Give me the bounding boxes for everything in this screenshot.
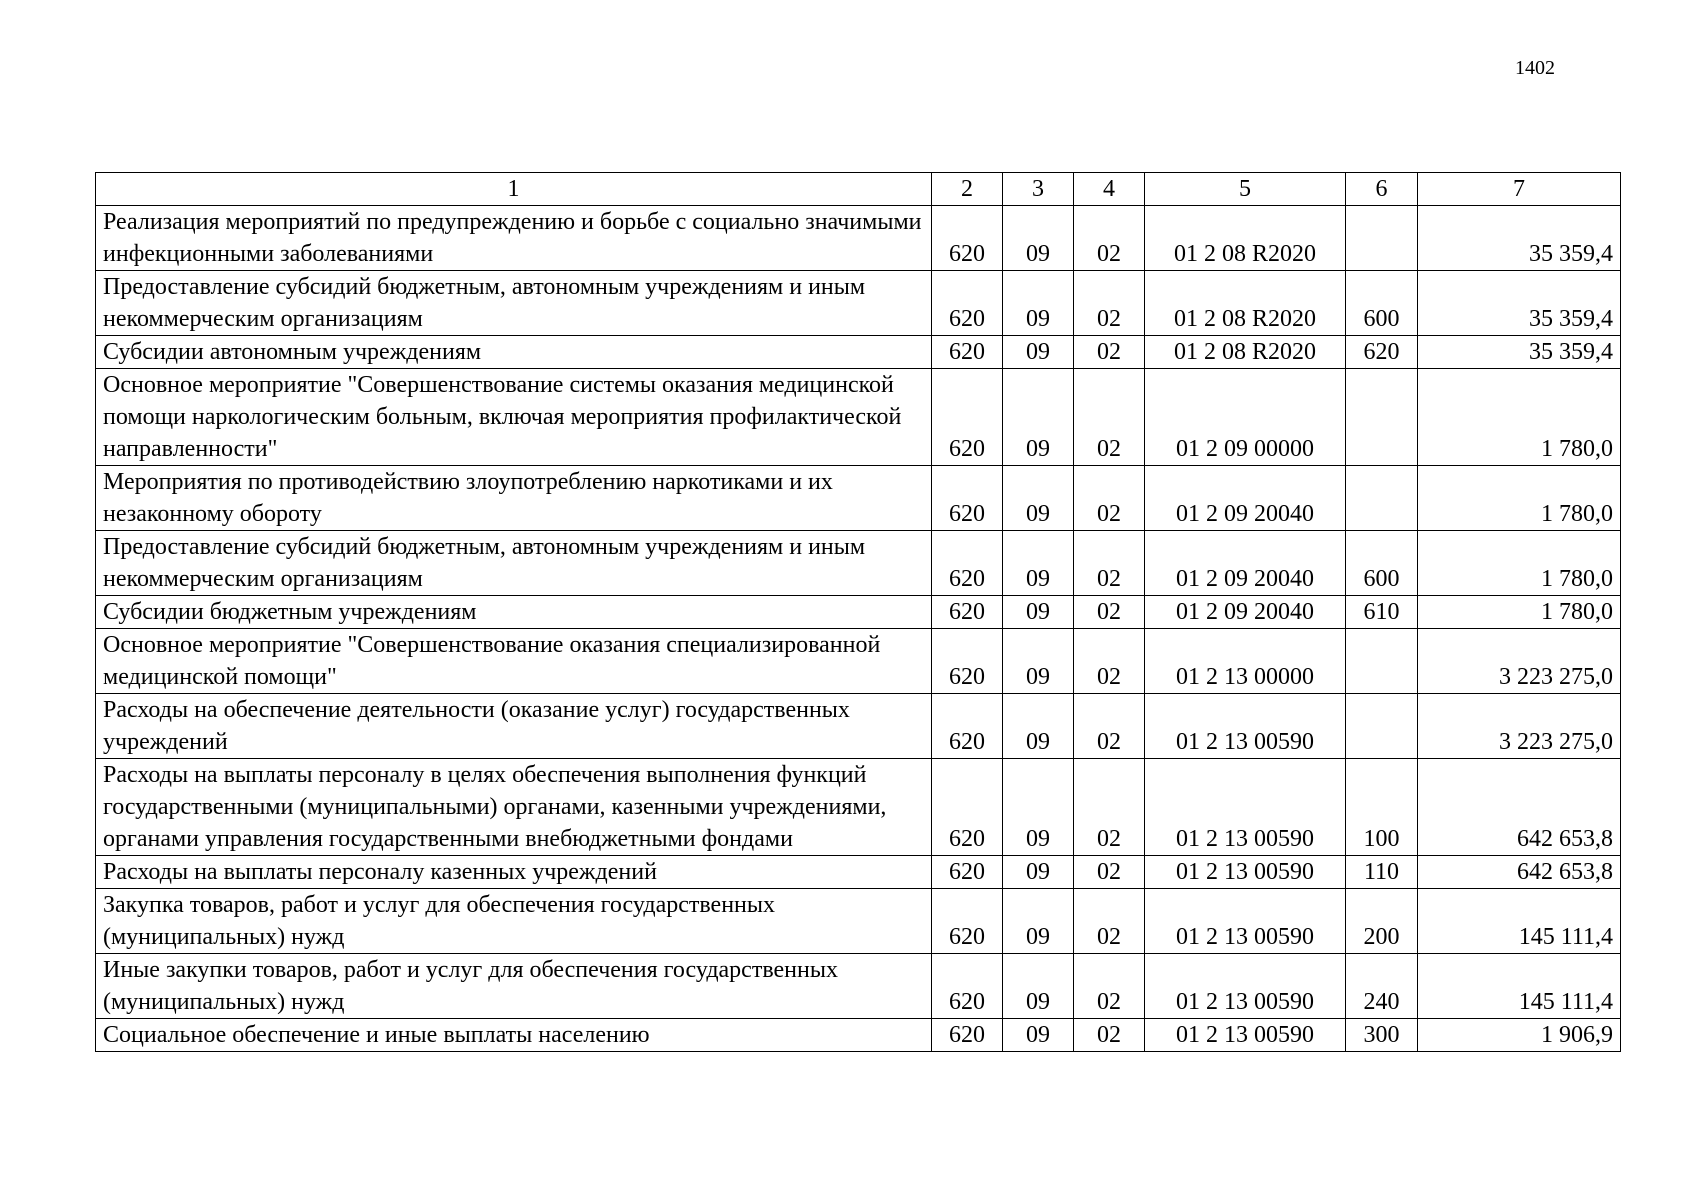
item-name-cell: Основное мероприятие "Совершенствование системы оказания медицинской помощи наркологическим больным, включая мероприятия профилактической направленности" (96, 369, 932, 466)
amount-cell: 35 359,4 (1418, 271, 1621, 336)
expense-type-cell (1346, 629, 1418, 694)
subsection-code-cell: 02 (1074, 856, 1145, 889)
subsection-code-cell: 02 (1074, 954, 1145, 1019)
target-article-cell: 01 2 13 00590 (1145, 759, 1346, 856)
target-article-cell: 01 2 09 20040 (1145, 466, 1346, 531)
amount-cell: 35 359,4 (1418, 206, 1621, 271)
target-article-cell: 01 2 13 00590 (1145, 889, 1346, 954)
subsection-code-cell: 02 (1074, 466, 1145, 531)
chapter-code-cell: 620 (932, 856, 1003, 889)
table-row (96, 629, 1621, 694)
target-article-cell: 01 2 09 00000 (1145, 369, 1346, 466)
target-article-cell: 01 2 13 00590 (1145, 694, 1346, 759)
item-name-cell: Основное мероприятие "Совершенствование оказания специализированной медицинской помощи" (96, 629, 932, 694)
item-name-cell: Предоставление субсидий бюджетным, автономным учреждениям и иным некоммерческим организациям (96, 271, 932, 336)
section-code-cell: 09 (1003, 466, 1074, 531)
item-name-cell: Расходы на выплаты персоналу в целях обеспечения выполнения функций государственными (муниципальными) органами, казенными учреждениями, органами управления государственными внебюджетными фондами (96, 759, 932, 856)
subsection-code-cell: 02 (1074, 694, 1145, 759)
column-header: 4 (1074, 173, 1145, 206)
expense-type-cell: 600 (1346, 271, 1418, 336)
chapter-code-cell: 620 (932, 206, 1003, 271)
table-row (96, 531, 1621, 596)
amount-cell: 642 653,8 (1418, 759, 1621, 856)
table-row (96, 694, 1621, 759)
chapter-code-cell: 620 (932, 369, 1003, 466)
section-code-cell: 09 (1003, 889, 1074, 954)
expense-type-cell: 620 (1346, 336, 1418, 369)
header-row (96, 173, 1621, 206)
expense-type-cell: 600 (1346, 531, 1418, 596)
item-name-cell: Субсидии автономным учреждениям (96, 336, 932, 369)
column-header: 7 (1418, 173, 1621, 206)
expense-type-cell: 610 (1346, 596, 1418, 629)
budget-table (95, 172, 1621, 1052)
chapter-code-cell: 620 (932, 596, 1003, 629)
expense-type-cell (1346, 466, 1418, 531)
amount-cell: 145 111,4 (1418, 954, 1621, 1019)
chapter-code-cell: 620 (932, 759, 1003, 856)
subsection-code-cell: 02 (1074, 1019, 1145, 1052)
target-article-cell: 01 2 13 00590 (1145, 954, 1346, 1019)
section-code-cell: 09 (1003, 531, 1074, 596)
expense-type-cell: 300 (1346, 1019, 1418, 1052)
chapter-code-cell: 620 (932, 629, 1003, 694)
subsection-code-cell: 02 (1074, 629, 1145, 694)
table-row (96, 369, 1621, 466)
expense-type-cell: 200 (1346, 889, 1418, 954)
amount-cell: 1 780,0 (1418, 466, 1621, 531)
subsection-code-cell: 02 (1074, 889, 1145, 954)
subsection-code-cell: 02 (1074, 206, 1145, 271)
section-code-cell: 09 (1003, 856, 1074, 889)
column-header: 2 (932, 173, 1003, 206)
item-name-cell: Предоставление субсидий бюджетным, автономным учреждениям и иным некоммерческим организациям (96, 531, 932, 596)
column-header: 1 (96, 173, 932, 206)
amount-cell: 642 653,8 (1418, 856, 1621, 889)
amount-cell: 35 359,4 (1418, 336, 1621, 369)
amount-cell: 1 780,0 (1418, 531, 1621, 596)
table-row (96, 889, 1621, 954)
table-row (96, 1019, 1621, 1052)
target-article-cell: 01 2 08 R2020 (1145, 271, 1346, 336)
section-code-cell: 09 (1003, 629, 1074, 694)
target-article-cell: 01 2 08 R2020 (1145, 336, 1346, 369)
chapter-code-cell: 620 (932, 1019, 1003, 1052)
section-code-cell: 09 (1003, 369, 1074, 466)
table-row (96, 596, 1621, 629)
section-code-cell: 09 (1003, 1019, 1074, 1052)
subsection-code-cell: 02 (1074, 759, 1145, 856)
chapter-code-cell: 620 (932, 336, 1003, 369)
item-name-cell: Субсидии бюджетным учреждениям (96, 596, 932, 629)
section-code-cell: 09 (1003, 271, 1074, 336)
chapter-code-cell: 620 (932, 531, 1003, 596)
target-article-cell: 01 2 13 00590 (1145, 856, 1346, 889)
amount-cell: 3 223 275,0 (1418, 694, 1621, 759)
expense-type-cell (1346, 694, 1418, 759)
column-header: 3 (1003, 173, 1074, 206)
section-code-cell: 09 (1003, 954, 1074, 1019)
table-body (96, 206, 1621, 1052)
chapter-code-cell: 620 (932, 271, 1003, 336)
amount-cell: 145 111,4 (1418, 889, 1621, 954)
amount-cell: 1 780,0 (1418, 369, 1621, 466)
table-row (96, 336, 1621, 369)
target-article-cell: 01 2 08 R2020 (1145, 206, 1346, 271)
section-code-cell: 09 (1003, 336, 1074, 369)
table-row (96, 856, 1621, 889)
column-header: 5 (1145, 173, 1346, 206)
chapter-code-cell: 620 (932, 889, 1003, 954)
target-article-cell: 01 2 09 20040 (1145, 596, 1346, 629)
item-name-cell: Расходы на обеспечение деятельности (оказание услуг) государственных учреждений (96, 694, 932, 759)
page-number: 1402 (1515, 57, 1555, 79)
target-article-cell: 01 2 09 20040 (1145, 531, 1346, 596)
table-row (96, 271, 1621, 336)
target-article-cell: 01 2 13 00590 (1145, 1019, 1346, 1052)
item-name-cell: Закупка товаров, работ и услуг для обеспечения государственных (муниципальных) нужд (96, 889, 932, 954)
subsection-code-cell: 02 (1074, 531, 1145, 596)
chapter-code-cell: 620 (932, 694, 1003, 759)
subsection-code-cell: 02 (1074, 271, 1145, 336)
expense-type-cell: 110 (1346, 856, 1418, 889)
expense-type-cell: 100 (1346, 759, 1418, 856)
table-row (96, 954, 1621, 1019)
subsection-code-cell: 02 (1074, 336, 1145, 369)
table-row (96, 466, 1621, 531)
item-name-cell: Реализация мероприятий по предупреждению и борьбе с социально значимыми инфекционными заболеваниями (96, 206, 932, 271)
chapter-code-cell: 620 (932, 954, 1003, 1019)
expense-type-cell (1346, 369, 1418, 466)
column-header: 6 (1346, 173, 1418, 206)
target-article-cell: 01 2 13 00000 (1145, 629, 1346, 694)
table-row (96, 759, 1621, 856)
item-name-cell: Мероприятия по противодействию злоупотреблению наркотиками и их незаконному обороту (96, 466, 932, 531)
section-code-cell: 09 (1003, 206, 1074, 271)
amount-cell: 3 223 275,0 (1418, 629, 1621, 694)
section-code-cell: 09 (1003, 596, 1074, 629)
table-row (96, 206, 1621, 271)
chapter-code-cell: 620 (932, 466, 1003, 531)
amount-cell: 1 780,0 (1418, 596, 1621, 629)
section-code-cell: 09 (1003, 759, 1074, 856)
item-name-cell: Иные закупки товаров, работ и услуг для обеспечения государственных (муниципальных) нужд (96, 954, 932, 1019)
amount-cell: 1 906,9 (1418, 1019, 1621, 1052)
expense-type-cell (1346, 206, 1418, 271)
subsection-code-cell: 02 (1074, 369, 1145, 466)
subsection-code-cell: 02 (1074, 596, 1145, 629)
section-code-cell: 09 (1003, 694, 1074, 759)
item-name-cell: Социальное обеспечение и иные выплаты населению (96, 1019, 932, 1052)
expense-type-cell: 240 (1346, 954, 1418, 1019)
item-name-cell: Расходы на выплаты персоналу казенных учреждений (96, 856, 932, 889)
